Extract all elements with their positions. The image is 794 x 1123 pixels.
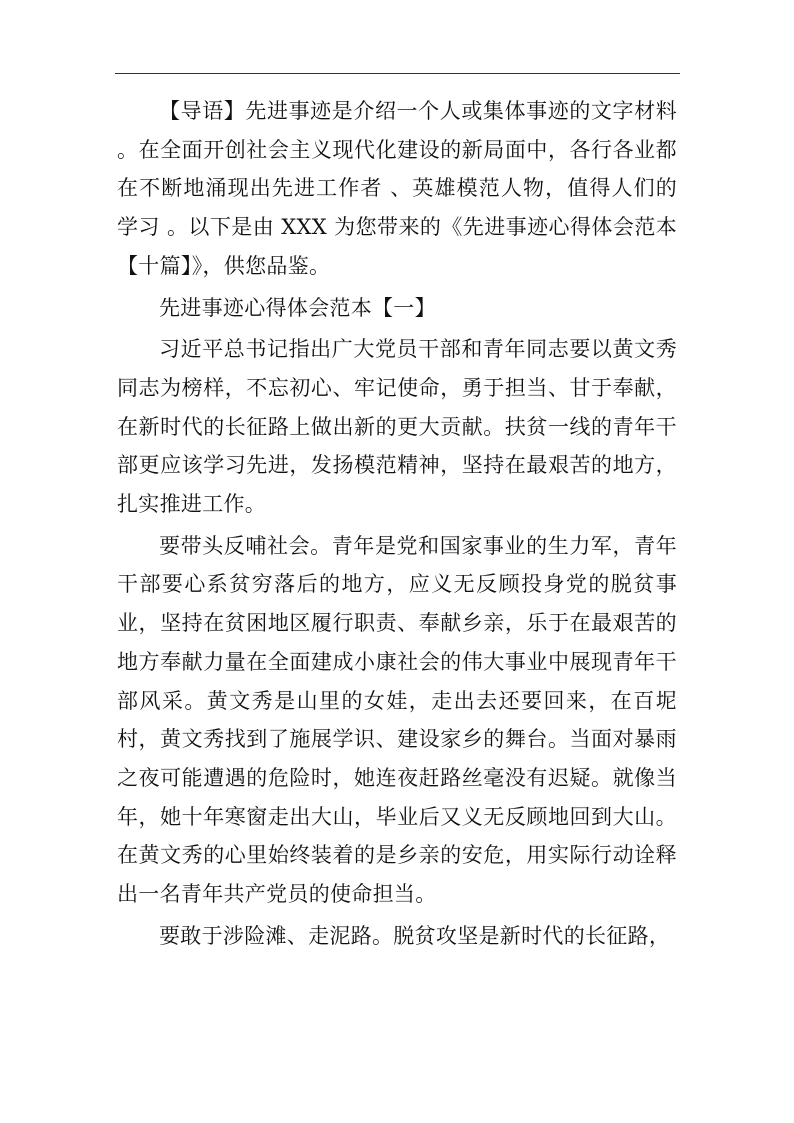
header-rule: [115, 73, 680, 74]
document-body: [117, 92, 677, 958]
body-paragraph: 习近平总书记指出广大党员干部和青年同志要以黄文秀同志为榜样，不忘初心、牢记使命，勇于担当、甘于奉献，在新时代的长征路上做出新的更大贡献。扶贫一线的青年干部更应该学习先进，发扬模范精神，坚持在最艰苦的地方，扎实推进工作。: [117, 337, 677, 517]
body-paragraph: 要敢于涉险滩、走泥路。脱贫攻坚是新时代的长征路，: [159, 923, 671, 948]
body-paragraph: 要带头反哺社会。青年是党和国家事业的生力军，青年干部要心系贫穷落后的地方，应义无反顾投身党的脱贫事业，坚持在贫困地区履行职责、奉献乡亲，乐于在最艰苦的地方奉献力量在全面建成小康社会的伟大事业中展现青年干部风采。黄文秀是山里的女娃，走出去还要回来，在百坭村，黄文秀找到了施展学识、建设家乡的舞台。当面对暴雨之夜可能遭遇的危险时，她连夜赶路丝毫没有迟疑。就像当年，她十年寒窗走出大山，毕业后又义无反顾地回到大山。在黄文秀的心里始终装着的是乡亲的安危，用实际行动诠释出一名青年共产党员的使命担当。: [117, 533, 677, 907]
intro-paragraph: 【导语】先进事迹是介绍一个人或集体事迹的文字材料 。在全面开创社会主义现代化建设的新局面中，各行各业都在不断地涌现出先进工作者 、英雄模范人物，值得人们的学习 。以下是由 XXX 为您带来的《先进事迹心得体会范本【十篇】》，供您品鉴。: [117, 99, 677, 278]
section-heading: 先进事迹心得体会范本【一】: [159, 295, 436, 320]
